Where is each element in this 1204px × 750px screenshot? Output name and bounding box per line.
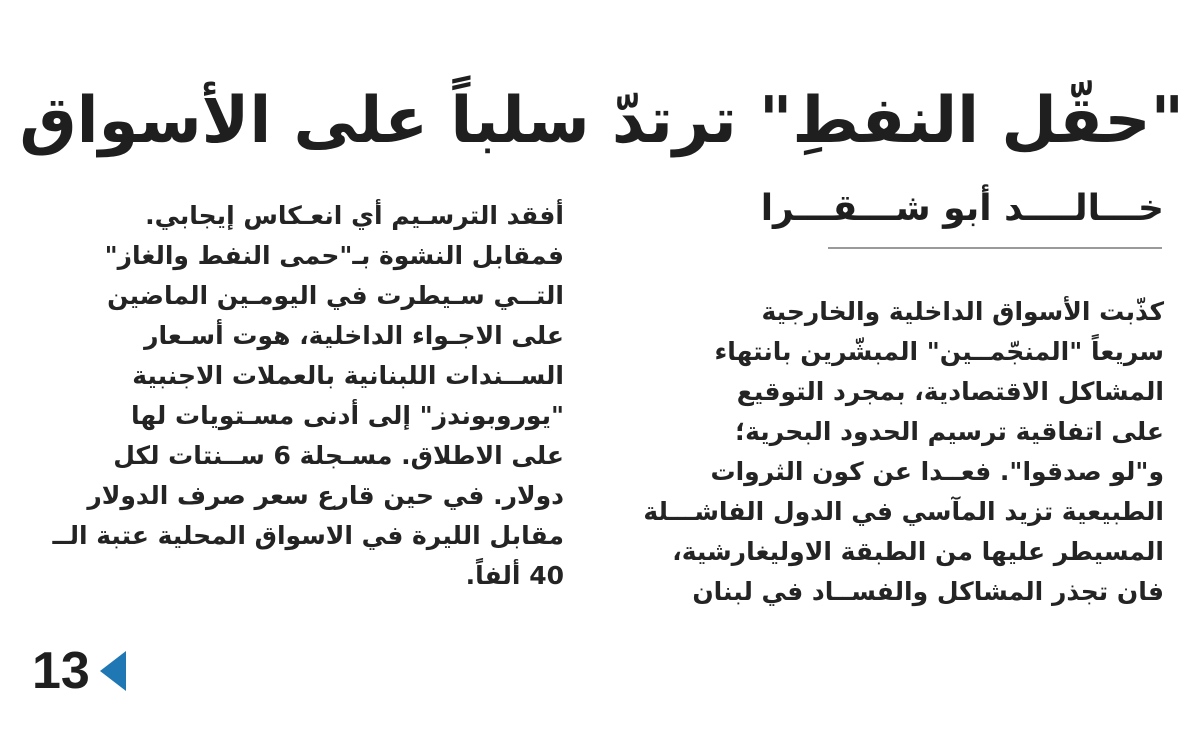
page-number-area [20,641,150,701]
article-line: على اتفاقية ترسيم الحدود البحرية؛ [735,417,1164,446]
article-line: الســندات اللبنانية بالعملات الاجنبية [132,361,564,390]
article-line: و"لو صدقوا". فعــدا عن كون الثروات [710,457,1164,486]
article-line: 40 ألفاً. [465,561,564,590]
article-line: "يوروبوندز" إلى أدنى مسـتويات لها [131,401,564,430]
article-headline: "حقّل النفطِ" ترتدّ سلباً على الأسواق [19,83,1184,158]
article-line: التــي سـيطرت في اليومـين الماضين [107,281,564,310]
left-arrow-icon [100,651,126,691]
article-column-right [624,292,1164,612]
article-line: على الاطلاق. مسـجلة 6 ســنتات لكل [113,441,564,470]
article-line: الطبيعية تزيد المآسي في الدول الفاشـــلة [643,497,1164,526]
page-number: 13 [32,642,90,700]
article-line: مقابل الليرة في الاسواق المحلية عتبة الــ [52,521,564,550]
article-line: فمقابل النشوة بـ"حمى النفط والغاز" [104,241,564,270]
article-line: أفقد الترسـيم أي انعـكاس إيجابي. [145,201,564,230]
article-column-left [24,196,564,596]
article-line: المشاكل الاقتصادية، بمجرد التوقيع [736,377,1164,406]
article-line: فان تجذر المشاكل والفســاد في لبنان [692,577,1164,606]
article-line: على الاجـواء الداخلية، هوت أسـعار [144,321,564,350]
author-byline: خـــالــــد أبو شـــقـــرا [760,188,1164,229]
article-line: سريعاً "المنجّمــين" المبشّرين بانتهاء [714,337,1164,366]
article-line: دولار. في حين قارع سعر صرف الدولار [87,481,564,510]
article-line: كذّبت الأسواق الداخلية والخارجية [761,297,1164,326]
byline-divider [828,247,1162,249]
article-line: المسيطر عليها من الطبقة الاوليغارشية، [672,537,1164,566]
